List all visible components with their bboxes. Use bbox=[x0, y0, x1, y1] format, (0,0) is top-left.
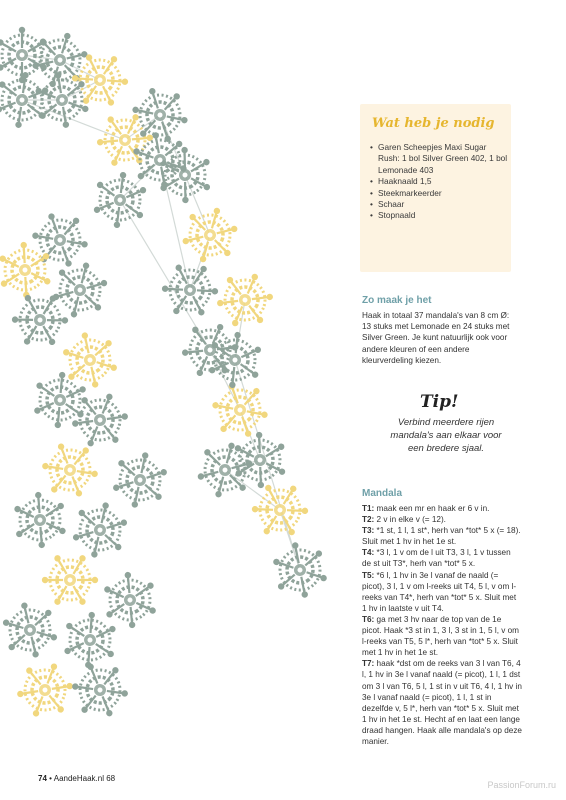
materials-item: • Garen Scheepjes Maxi Sugar Rush: 1 bol Silver Green 402, 1 bol Lemonade 403 bbox=[370, 142, 508, 176]
round-label: T4: bbox=[362, 548, 375, 558]
mandala-motif-silver-green bbox=[33, 370, 87, 431]
round-row bbox=[362, 614, 522, 658]
mandala-motif-lemonade bbox=[33, 432, 107, 507]
mandala-motif-lemonade bbox=[244, 473, 316, 547]
mandala-motif-silver-green bbox=[0, 69, 50, 132]
materials-list bbox=[370, 142, 508, 222]
footer-bullet: • bbox=[49, 774, 52, 783]
round-row bbox=[362, 525, 522, 547]
round-text: *6 l, 1 hv in 3e l vanaf de naald (= picot), 3 l, 1 v om l-reeks uit T4, 5 l, v om l-reeks van T4*, herh van *tot* 5 x. Sluit met 1 hv in laatste v uit T4. bbox=[362, 570, 517, 613]
yarn-strand bbox=[22, 55, 300, 570]
tip-text: Verbind meerdere rijen mandala's aan elkaar voor een bredere sjaal. bbox=[390, 417, 502, 454]
round-text: 2 v in elke v (= 12). bbox=[374, 515, 446, 525]
mandala-title: Mandala bbox=[362, 488, 403, 499]
materials-box bbox=[360, 104, 511, 272]
mandala-motif-lemonade bbox=[12, 655, 79, 725]
mandala-motif-silver-green bbox=[262, 533, 337, 607]
materials-item: • Steekmarkeerder bbox=[370, 188, 508, 199]
round-row bbox=[362, 514, 522, 525]
round-label: T5: bbox=[362, 570, 375, 580]
round-row bbox=[362, 503, 522, 514]
mandala-motif-lemonade bbox=[91, 104, 160, 176]
round-label: T3: bbox=[362, 526, 375, 536]
mandala-motif-silver-green bbox=[3, 484, 77, 557]
tip-title: Tip! bbox=[420, 392, 459, 412]
mandala-motif-silver-green bbox=[63, 653, 137, 728]
how-title: Zo maak je het bbox=[362, 295, 432, 306]
mandala-motif-silver-green bbox=[110, 447, 170, 512]
mandala-motif-silver-green bbox=[194, 436, 257, 503]
round-text: maak een mr en haak er 6 v in. bbox=[374, 504, 490, 513]
mandala-motif-silver-green bbox=[69, 497, 130, 563]
how-text: Haak in totaal 37 mandala's van 8 cm Ø: 13 stuks met Lemonade en 24 stuks met Silver Green. Je kunt natuurlijk ook voor andere kleuren of een andere kleurverdeling kiezen. bbox=[362, 311, 510, 365]
mandala-motif-silver-green bbox=[66, 385, 133, 456]
mandala-motif-silver-green bbox=[63, 610, 116, 670]
round-row bbox=[362, 658, 522, 747]
mandala-motif-lemonade bbox=[52, 323, 127, 398]
mandala-motif-silver-green bbox=[93, 564, 168, 637]
round-row bbox=[362, 547, 522, 569]
mandala-motif-lemonade bbox=[203, 372, 277, 447]
round-row bbox=[362, 570, 522, 614]
mandala-instructions bbox=[362, 503, 522, 747]
round-label: T6: bbox=[362, 614, 375, 624]
round-label: T1: bbox=[362, 504, 375, 513]
mandala-motif-silver-green bbox=[49, 257, 111, 324]
mandala-motif-lemonade bbox=[178, 201, 241, 269]
round-label: T7: bbox=[362, 659, 375, 669]
round-label: T2: bbox=[362, 515, 375, 525]
materials-title: Wat heb je nodig bbox=[372, 116, 495, 131]
round-text: *1 st, 1 l, 1 st*, herh van *tot* 5 x (= 18). Sluit met 1 hv in het 1e st. bbox=[362, 526, 521, 547]
page-footer bbox=[38, 774, 115, 783]
round-text: ga met 3 hv naar de top van de 1e picot. Haak *3 st in 1, 3 l, 3 st in 1, 5 l, v om l-reeks van T5, 5 l*, herh van *tot* 5 x. Sluit met 1 hv in het 1e st. bbox=[362, 614, 519, 658]
materials-item: • Schaar bbox=[370, 199, 508, 210]
mandala-motif-lemonade bbox=[0, 234, 62, 306]
page-number: 74 bbox=[38, 774, 47, 783]
materials-item: • Stopnaald bbox=[370, 210, 508, 221]
round-text: *3 l, 1 v om de l uit T3, 3 l, 1 v tussen de st uit T3*, herh van *tot* 5 x. bbox=[362, 548, 511, 569]
round-text: haak *dst om de reeks van 3 l van T6, 4 l, 1 hv in 3e l vanaf naald (= picot), 1 l, 1 dst om 3 l van T6, 5 l, 1 st in v uit T6, 4 l, 1 hv in 3e l vanaf naald (= picot), 1 l, 1 st in dezelfde v, 5 l*, herh van *tot* 5 x. Sluit met 1 hv in het 1e st. Hecht af en laat een lange draad hangen. Haak alle mandala's op deze manier. bbox=[362, 659, 522, 746]
materials-item: • Haaknaald 1,5 bbox=[370, 176, 508, 187]
watermark: PassionForum.ru bbox=[487, 780, 556, 790]
magazine-name: AandeHaak.nl 68 bbox=[53, 774, 116, 783]
